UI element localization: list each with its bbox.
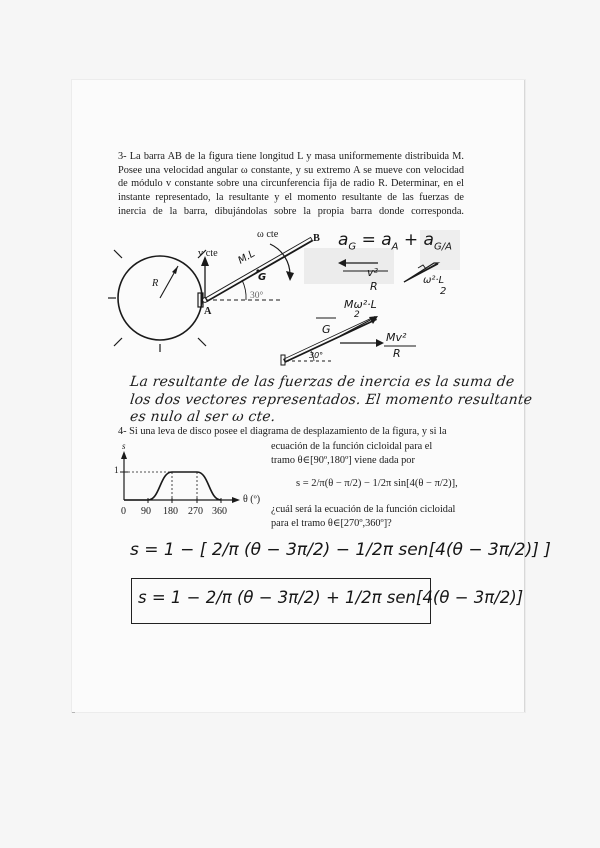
p3-line-3: de módulo v constante sobre una circunferencia fija de radio R. Determinar, en el [118, 178, 464, 190]
answer-line-2: s = 1 − 2/π (θ − 3π/2) + 1/2π sen[4(θ − 3π/2)] [138, 588, 524, 607]
eq-aGA: + a [403, 230, 434, 250]
note-line-2: los dos vectores representados. El momento resultante [129, 392, 534, 408]
p3-line-5: inercia de la barra, dibujándolas sobre la propia barra donde corresponda. [118, 205, 464, 217]
p3-line-2: Posee una velocidad angular ω constante, y su extremo A se mueve con velocidad [118, 164, 464, 176]
tick-360: 360 [212, 506, 227, 517]
eq-sub-A: A [391, 241, 399, 253]
R-label: R [152, 278, 159, 289]
graph-s-label: s [122, 441, 126, 451]
eq-sub-GA: G/A [433, 241, 452, 253]
ML-label: M.L [236, 248, 257, 267]
p4-question-1: ¿cuál será la ecuación de la función cicloidal [271, 504, 456, 515]
p4-question-2: para el tramo θ∈[270º,360º]? [271, 518, 392, 529]
eq-aA: = a [361, 230, 392, 250]
v2-den: R [370, 280, 378, 293]
v2-num: v² [367, 266, 378, 279]
graph-theta-label: θ (º) [243, 494, 261, 505]
G-label: G [258, 272, 267, 283]
angle2-label: 30° [309, 351, 324, 360]
eq-a: a [338, 230, 349, 250]
omega-label: ω cte [257, 229, 279, 240]
B-label: B [313, 233, 320, 244]
p4-right-2: tramo θ∈[90º,180º] viene dada por [271, 455, 415, 466]
mw2-den: 2 [354, 310, 360, 320]
G2-label: G [322, 323, 331, 336]
note-line-3: es nulo al ser ω cte. [129, 409, 277, 425]
displacement-curve [124, 472, 221, 500]
p3-line-4: instante representado, la resultante y el momento resultante de las fuerzas de [118, 192, 464, 204]
note-line-1: La resultante de las fuerzas de inercia es la suma de [129, 374, 516, 390]
p4-right-1: ecuación de la función cicloidal para el [271, 441, 433, 452]
p4-formula: s = 2/π(θ − π/2) − 1/2π sin[4(θ − π/2)], [296, 478, 458, 489]
graph-one-label: 1 [114, 466, 119, 476]
w2L-num: ω²·L [423, 275, 445, 286]
tick-90: 90 [141, 506, 151, 517]
eq-sub-G: G [348, 241, 357, 253]
w2L-den: 2 [440, 286, 447, 297]
answer-line-1: s = 1 − [ 2/π (θ − 3π/2) − 1/2π sen[4(θ − 3π/2)] ] [130, 540, 551, 560]
A-label: A [204, 306, 212, 317]
angle-label: 30° [250, 291, 264, 301]
mv2-den: R [393, 347, 401, 360]
mv2-num: Mv² [386, 331, 407, 344]
p3-line-1: 3- La barra AB de la figura tiene longitud L y masa uniformemente distribuida M. [118, 151, 464, 162]
p4-line-1: 4- Si una leva de disco posee el diagrama de desplazamiento de la figura, y si la [118, 426, 447, 437]
mw2-num: Mω²·L [344, 298, 377, 311]
v-label: v cte [198, 248, 218, 259]
tick-180: 180 [163, 506, 178, 517]
tick-270: 270 [188, 506, 203, 517]
tick-0: 0 [121, 506, 126, 517]
